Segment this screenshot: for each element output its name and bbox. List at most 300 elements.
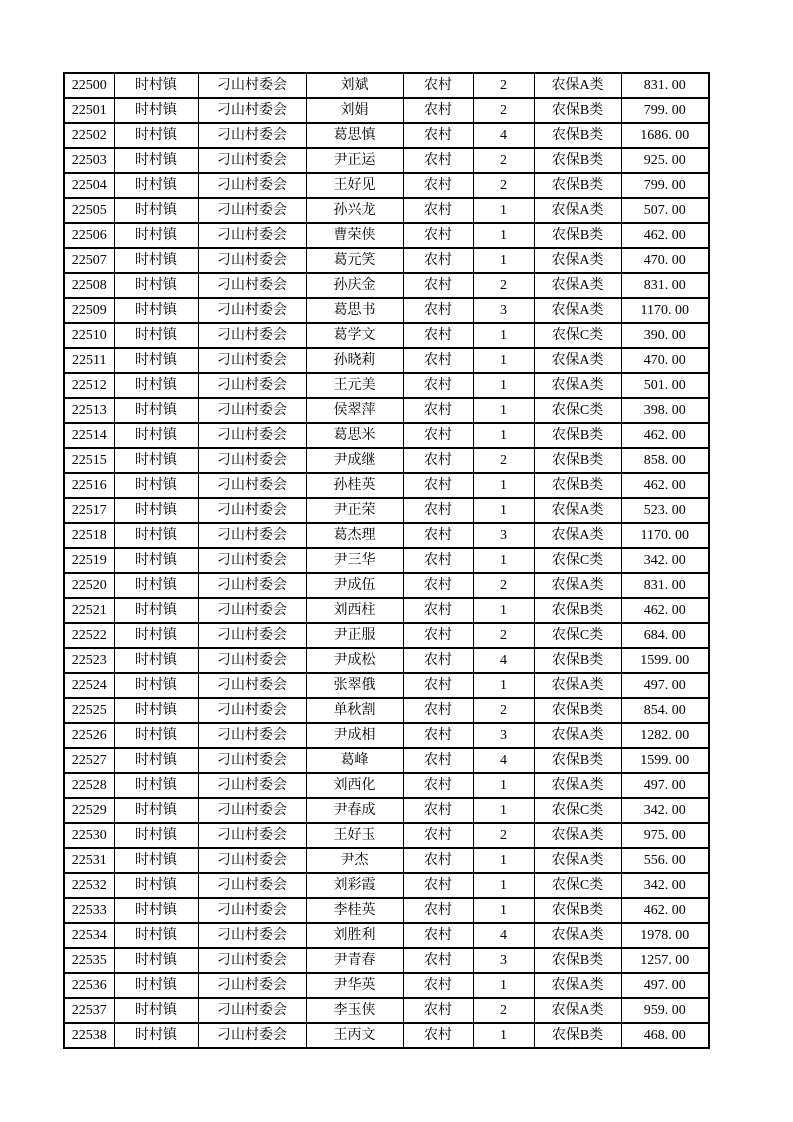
cell-insurance-category: 农保B类 xyxy=(534,448,621,473)
cell-record-id: 22538 xyxy=(64,1023,114,1048)
cell-village-committee: 刁山村委会 xyxy=(198,398,306,423)
cell-town: 时村镇 xyxy=(114,573,198,598)
cell-village-committee: 刁山村委会 xyxy=(198,98,306,123)
cell-household-type: 农村 xyxy=(403,273,473,298)
cell-amount: 462. 00 xyxy=(621,473,709,498)
table-row xyxy=(64,123,709,148)
cell-household-type: 农村 xyxy=(403,673,473,698)
cell-village-committee: 刁山村委会 xyxy=(198,623,306,648)
cell-insurance-category: 农保B类 xyxy=(534,423,621,448)
table-row xyxy=(64,498,709,523)
table-row xyxy=(64,623,709,648)
cell-insurance-category: 农保A类 xyxy=(534,673,621,698)
cell-record-id: 22531 xyxy=(64,848,114,873)
cell-town: 时村镇 xyxy=(114,898,198,923)
cell-household-type: 农村 xyxy=(403,473,473,498)
cell-household-type: 农村 xyxy=(403,573,473,598)
cell-village-committee: 刁山村委会 xyxy=(198,198,306,223)
cell-insurance-category: 农保A类 xyxy=(534,373,621,398)
cell-amount: 497. 00 xyxy=(621,673,709,698)
cell-record-id: 22528 xyxy=(64,773,114,798)
cell-insurance-category: 农保B类 xyxy=(534,748,621,773)
cell-record-id: 22500 xyxy=(64,73,114,98)
table-row xyxy=(64,748,709,773)
cell-household-type: 农村 xyxy=(403,323,473,348)
cell-person-name: 葛学文 xyxy=(306,323,403,348)
cell-household-type: 农村 xyxy=(403,73,473,98)
cell-person-name: 刘彩霞 xyxy=(306,873,403,898)
cell-amount: 1599. 00 xyxy=(621,748,709,773)
cell-person-count: 1 xyxy=(473,348,534,373)
cell-person-name: 葛元笑 xyxy=(306,248,403,273)
cell-amount: 799. 00 xyxy=(621,98,709,123)
cell-household-type: 农村 xyxy=(403,523,473,548)
cell-insurance-category: 农保C类 xyxy=(534,873,621,898)
cell-town: 时村镇 xyxy=(114,823,198,848)
cell-town: 时村镇 xyxy=(114,98,198,123)
cell-amount: 1257. 00 xyxy=(621,948,709,973)
cell-insurance-category: 农保B类 xyxy=(534,898,621,923)
cell-amount: 523. 00 xyxy=(621,498,709,523)
cell-household-type: 农村 xyxy=(403,98,473,123)
cell-person-count: 3 xyxy=(473,298,534,323)
cell-village-committee: 刁山村委会 xyxy=(198,473,306,498)
cell-amount: 975. 00 xyxy=(621,823,709,848)
cell-amount: 799. 00 xyxy=(621,173,709,198)
cell-person-name: 尹正运 xyxy=(306,148,403,173)
cell-insurance-category: 农保A类 xyxy=(534,973,621,998)
cell-village-committee: 刁山村委会 xyxy=(198,148,306,173)
cell-person-count: 1 xyxy=(473,548,534,573)
cell-person-count: 4 xyxy=(473,123,534,148)
cell-person-name: 王好玉 xyxy=(306,823,403,848)
cell-person-count: 2 xyxy=(473,823,534,848)
cell-person-count: 2 xyxy=(473,73,534,98)
cell-person-count: 4 xyxy=(473,748,534,773)
cell-person-name: 刘西化 xyxy=(306,773,403,798)
cell-village-committee: 刁山村委会 xyxy=(198,523,306,548)
cell-household-type: 农村 xyxy=(403,748,473,773)
cell-record-id: 22521 xyxy=(64,598,114,623)
cell-record-id: 22505 xyxy=(64,198,114,223)
cell-village-committee: 刁山村委会 xyxy=(198,348,306,373)
cell-person-name: 侯翠萍 xyxy=(306,398,403,423)
cell-insurance-category: 农保B类 xyxy=(534,148,621,173)
cell-household-type: 农村 xyxy=(403,823,473,848)
table-row xyxy=(64,998,709,1023)
cell-village-committee: 刁山村委会 xyxy=(198,173,306,198)
cell-person-name: 尹成继 xyxy=(306,448,403,473)
table-row xyxy=(64,698,709,723)
cell-town: 时村镇 xyxy=(114,148,198,173)
cell-village-committee: 刁山村委会 xyxy=(198,573,306,598)
cell-insurance-category: 农保A类 xyxy=(534,848,621,873)
cell-insurance-category: 农保A类 xyxy=(534,498,621,523)
cell-household-type: 农村 xyxy=(403,373,473,398)
cell-person-name: 尹杰 xyxy=(306,848,403,873)
cell-person-count: 4 xyxy=(473,923,534,948)
cell-record-id: 22506 xyxy=(64,223,114,248)
cell-household-type: 农村 xyxy=(403,773,473,798)
cell-town: 时村镇 xyxy=(114,873,198,898)
cell-town: 时村镇 xyxy=(114,1023,198,1048)
cell-record-id: 22529 xyxy=(64,798,114,823)
cell-person-name: 孙兴龙 xyxy=(306,198,403,223)
table-row xyxy=(64,973,709,998)
cell-record-id: 22516 xyxy=(64,473,114,498)
cell-amount: 858. 00 xyxy=(621,448,709,473)
cell-amount: 470. 00 xyxy=(621,348,709,373)
cell-amount: 342. 00 xyxy=(621,548,709,573)
cell-insurance-category: 农保A类 xyxy=(534,198,621,223)
cell-record-id: 22522 xyxy=(64,623,114,648)
cell-amount: 462. 00 xyxy=(621,423,709,448)
cell-village-committee: 刁山村委会 xyxy=(198,648,306,673)
cell-record-id: 22510 xyxy=(64,323,114,348)
cell-town: 时村镇 xyxy=(114,748,198,773)
cell-insurance-category: 农保A类 xyxy=(534,573,621,598)
cell-town: 时村镇 xyxy=(114,398,198,423)
cell-record-id: 22513 xyxy=(64,398,114,423)
cell-town: 时村镇 xyxy=(114,998,198,1023)
table-row xyxy=(64,398,709,423)
cell-village-committee: 刁山村委会 xyxy=(198,498,306,523)
cell-town: 时村镇 xyxy=(114,698,198,723)
cell-town: 时村镇 xyxy=(114,623,198,648)
cell-amount: 1686. 00 xyxy=(621,123,709,148)
cell-person-name: 葛杰理 xyxy=(306,523,403,548)
cell-amount: 462. 00 xyxy=(621,223,709,248)
table-row xyxy=(64,348,709,373)
cell-household-type: 农村 xyxy=(403,648,473,673)
cell-village-committee: 刁山村委会 xyxy=(198,73,306,98)
cell-household-type: 农村 xyxy=(403,798,473,823)
cell-household-type: 农村 xyxy=(403,248,473,273)
cell-village-committee: 刁山村委会 xyxy=(198,673,306,698)
cell-record-id: 22511 xyxy=(64,348,114,373)
cell-insurance-category: 农保A类 xyxy=(534,523,621,548)
table-row xyxy=(64,98,709,123)
table-row xyxy=(64,823,709,848)
table-row xyxy=(64,1023,709,1048)
cell-amount: 462. 00 xyxy=(621,898,709,923)
cell-household-type: 农村 xyxy=(403,948,473,973)
cell-person-name: 尹华英 xyxy=(306,973,403,998)
cell-amount: 468. 00 xyxy=(621,1023,709,1048)
cell-household-type: 农村 xyxy=(403,123,473,148)
cell-amount: 501. 00 xyxy=(621,373,709,398)
cell-insurance-category: 农保B类 xyxy=(534,648,621,673)
cell-person-count: 2 xyxy=(473,623,534,648)
cell-insurance-category: 农保B类 xyxy=(534,598,621,623)
cell-record-id: 22501 xyxy=(64,98,114,123)
cell-town: 时村镇 xyxy=(114,773,198,798)
cell-amount: 831. 00 xyxy=(621,273,709,298)
cell-household-type: 农村 xyxy=(403,1023,473,1048)
cell-record-id: 22525 xyxy=(64,698,114,723)
cell-insurance-category: 农保A类 xyxy=(534,248,621,273)
cell-village-committee: 刁山村委会 xyxy=(198,698,306,723)
cell-town: 时村镇 xyxy=(114,423,198,448)
table-row xyxy=(64,323,709,348)
cell-insurance-category: 农保C类 xyxy=(534,323,621,348)
cell-town: 时村镇 xyxy=(114,648,198,673)
cell-record-id: 22527 xyxy=(64,748,114,773)
cell-insurance-category: 农保A类 xyxy=(534,348,621,373)
cell-insurance-category: 农保A类 xyxy=(534,298,621,323)
cell-household-type: 农村 xyxy=(403,398,473,423)
table-row xyxy=(64,798,709,823)
cell-person-count: 2 xyxy=(473,148,534,173)
cell-village-committee: 刁山村委会 xyxy=(198,948,306,973)
cell-insurance-category: 农保C类 xyxy=(534,548,621,573)
cell-village-committee: 刁山村委会 xyxy=(198,548,306,573)
cell-record-id: 22537 xyxy=(64,998,114,1023)
cell-record-id: 22503 xyxy=(64,148,114,173)
cell-person-name: 尹成松 xyxy=(306,648,403,673)
cell-insurance-category: 农保B类 xyxy=(534,98,621,123)
cell-town: 时村镇 xyxy=(114,323,198,348)
cell-village-committee: 刁山村委会 xyxy=(198,1023,306,1048)
cell-person-name: 孙晓莉 xyxy=(306,348,403,373)
cell-person-name: 葛思慎 xyxy=(306,123,403,148)
table-row xyxy=(64,923,709,948)
cell-household-type: 农村 xyxy=(403,848,473,873)
cell-amount: 470. 00 xyxy=(621,248,709,273)
cell-person-count: 1 xyxy=(473,423,534,448)
cell-town: 时村镇 xyxy=(114,73,198,98)
cell-amount: 831. 00 xyxy=(621,573,709,598)
cell-household-type: 农村 xyxy=(403,598,473,623)
cell-household-type: 农村 xyxy=(403,348,473,373)
cell-village-committee: 刁山村委会 xyxy=(198,873,306,898)
table-row xyxy=(64,548,709,573)
table-row xyxy=(64,448,709,473)
table-row xyxy=(64,948,709,973)
table-row xyxy=(64,648,709,673)
cell-village-committee: 刁山村委会 xyxy=(198,848,306,873)
cell-household-type: 农村 xyxy=(403,223,473,248)
cell-household-type: 农村 xyxy=(403,923,473,948)
cell-person-name: 刘西柱 xyxy=(306,598,403,623)
cell-household-type: 农村 xyxy=(403,448,473,473)
table-row xyxy=(64,223,709,248)
cell-household-type: 农村 xyxy=(403,698,473,723)
cell-insurance-category: 农保B类 xyxy=(534,173,621,198)
table-row xyxy=(64,173,709,198)
cell-person-count: 2 xyxy=(473,173,534,198)
cell-amount: 1599. 00 xyxy=(621,648,709,673)
cell-record-id: 22517 xyxy=(64,498,114,523)
table-row xyxy=(64,473,709,498)
table-row xyxy=(64,298,709,323)
cell-person-name: 孙桂英 xyxy=(306,473,403,498)
cell-amount: 854. 00 xyxy=(621,698,709,723)
table-row xyxy=(64,148,709,173)
cell-town: 时村镇 xyxy=(114,548,198,573)
table-row xyxy=(64,848,709,873)
cell-village-committee: 刁山村委会 xyxy=(198,448,306,473)
cell-town: 时村镇 xyxy=(114,598,198,623)
cell-person-name: 李玉侠 xyxy=(306,998,403,1023)
cell-village-committee: 刁山村委会 xyxy=(198,748,306,773)
cell-person-count: 1 xyxy=(473,848,534,873)
cell-amount: 1282. 00 xyxy=(621,723,709,748)
cell-amount: 1170. 00 xyxy=(621,298,709,323)
table-row xyxy=(64,373,709,398)
table-body xyxy=(64,73,709,1048)
cell-insurance-category: 农保B类 xyxy=(534,698,621,723)
cell-insurance-category: 农保B类 xyxy=(534,223,621,248)
cell-village-committee: 刁山村委会 xyxy=(198,998,306,1023)
cell-person-name: 尹正荣 xyxy=(306,498,403,523)
cell-household-type: 农村 xyxy=(403,198,473,223)
cell-amount: 507. 00 xyxy=(621,198,709,223)
cell-record-id: 22518 xyxy=(64,523,114,548)
cell-record-id: 22502 xyxy=(64,123,114,148)
cell-insurance-category: 农保A类 xyxy=(534,73,621,98)
cell-town: 时村镇 xyxy=(114,123,198,148)
cell-insurance-category: 农保C类 xyxy=(534,798,621,823)
cell-town: 时村镇 xyxy=(114,248,198,273)
table-row xyxy=(64,273,709,298)
cell-person-name: 王好见 xyxy=(306,173,403,198)
cell-town: 时村镇 xyxy=(114,973,198,998)
cell-village-committee: 刁山村委会 xyxy=(198,923,306,948)
cell-person-count: 1 xyxy=(473,1023,534,1048)
cell-insurance-category: 农保C类 xyxy=(534,398,621,423)
table-row xyxy=(64,423,709,448)
cell-amount: 1978. 00 xyxy=(621,923,709,948)
cell-person-count: 1 xyxy=(473,873,534,898)
cell-amount: 831. 00 xyxy=(621,73,709,98)
cell-village-committee: 刁山村委会 xyxy=(198,123,306,148)
cell-insurance-category: 农保C类 xyxy=(534,623,621,648)
cell-record-id: 22504 xyxy=(64,173,114,198)
cell-amount: 497. 00 xyxy=(621,973,709,998)
cell-town: 时村镇 xyxy=(114,298,198,323)
table-row xyxy=(64,248,709,273)
cell-person-name: 尹春成 xyxy=(306,798,403,823)
cell-person-count: 2 xyxy=(473,698,534,723)
cell-insurance-category: 农保A类 xyxy=(534,923,621,948)
cell-amount: 390. 00 xyxy=(621,323,709,348)
cell-insurance-category: 农保B类 xyxy=(534,123,621,148)
cell-village-committee: 刁山村委会 xyxy=(198,423,306,448)
cell-record-id: 22523 xyxy=(64,648,114,673)
cell-person-count: 1 xyxy=(473,798,534,823)
cell-amount: 462. 00 xyxy=(621,598,709,623)
cell-person-name: 尹青春 xyxy=(306,948,403,973)
cell-person-name: 刘斌 xyxy=(306,73,403,98)
cell-person-name: 葛思书 xyxy=(306,298,403,323)
cell-town: 时村镇 xyxy=(114,923,198,948)
cell-insurance-category: 农保A类 xyxy=(534,773,621,798)
cell-record-id: 22530 xyxy=(64,823,114,848)
cell-person-count: 1 xyxy=(473,373,534,398)
cell-household-type: 农村 xyxy=(403,973,473,998)
cell-person-name: 刘胜利 xyxy=(306,923,403,948)
cell-insurance-category: 农保A类 xyxy=(534,723,621,748)
cell-amount: 342. 00 xyxy=(621,798,709,823)
cell-village-committee: 刁山村委会 xyxy=(198,273,306,298)
table-row xyxy=(64,773,709,798)
cell-insurance-category: 农保A类 xyxy=(534,998,621,1023)
cell-person-count: 3 xyxy=(473,523,534,548)
cell-town: 时村镇 xyxy=(114,448,198,473)
cell-person-count: 1 xyxy=(473,973,534,998)
cell-person-name: 王丙文 xyxy=(306,1023,403,1048)
cell-person-count: 1 xyxy=(473,498,534,523)
cell-village-committee: 刁山村委会 xyxy=(198,223,306,248)
cell-town: 时村镇 xyxy=(114,798,198,823)
cell-town: 时村镇 xyxy=(114,223,198,248)
cell-person-name: 孙庆金 xyxy=(306,273,403,298)
cell-record-id: 22515 xyxy=(64,448,114,473)
cell-record-id: 22526 xyxy=(64,723,114,748)
table-row xyxy=(64,523,709,548)
table-row xyxy=(64,573,709,598)
cell-village-committee: 刁山村委会 xyxy=(198,798,306,823)
cell-record-id: 22533 xyxy=(64,898,114,923)
table-row xyxy=(64,673,709,698)
cell-person-count: 1 xyxy=(473,198,534,223)
cell-record-id: 22519 xyxy=(64,548,114,573)
cell-record-id: 22534 xyxy=(64,923,114,948)
cell-record-id: 22514 xyxy=(64,423,114,448)
cell-person-name: 尹成伍 xyxy=(306,573,403,598)
cell-insurance-category: 农保B类 xyxy=(534,473,621,498)
cell-town: 时村镇 xyxy=(114,673,198,698)
cell-insurance-category: 农保B类 xyxy=(534,1023,621,1048)
cell-person-name: 曹荣侠 xyxy=(306,223,403,248)
cell-village-committee: 刁山村委会 xyxy=(198,323,306,348)
cell-person-count: 1 xyxy=(473,898,534,923)
cell-person-count: 2 xyxy=(473,998,534,1023)
cell-household-type: 农村 xyxy=(403,898,473,923)
cell-person-count: 2 xyxy=(473,273,534,298)
cell-household-type: 农村 xyxy=(403,173,473,198)
cell-record-id: 22507 xyxy=(64,248,114,273)
cell-person-name: 尹正服 xyxy=(306,623,403,648)
cell-amount: 398. 00 xyxy=(621,398,709,423)
cell-amount: 684. 00 xyxy=(621,623,709,648)
cell-record-id: 22520 xyxy=(64,573,114,598)
cell-person-count: 1 xyxy=(473,248,534,273)
cell-person-count: 1 xyxy=(473,398,534,423)
cell-town: 时村镇 xyxy=(114,473,198,498)
cell-household-type: 农村 xyxy=(403,498,473,523)
cell-insurance-category: 农保B类 xyxy=(534,948,621,973)
cell-household-type: 农村 xyxy=(403,423,473,448)
cell-person-count: 1 xyxy=(473,323,534,348)
cell-town: 时村镇 xyxy=(114,948,198,973)
cell-person-name: 王元美 xyxy=(306,373,403,398)
cell-village-committee: 刁山村委会 xyxy=(198,298,306,323)
cell-town: 时村镇 xyxy=(114,348,198,373)
cell-person-count: 2 xyxy=(473,98,534,123)
cell-village-committee: 刁山村委会 xyxy=(198,248,306,273)
cell-person-name: 尹三华 xyxy=(306,548,403,573)
cell-amount: 925. 00 xyxy=(621,148,709,173)
table-row xyxy=(64,723,709,748)
cell-record-id: 22508 xyxy=(64,273,114,298)
cell-record-id: 22532 xyxy=(64,873,114,898)
cell-person-name: 李桂英 xyxy=(306,898,403,923)
cell-person-count: 1 xyxy=(473,598,534,623)
cell-person-count: 1 xyxy=(473,773,534,798)
cell-household-type: 农村 xyxy=(403,998,473,1023)
